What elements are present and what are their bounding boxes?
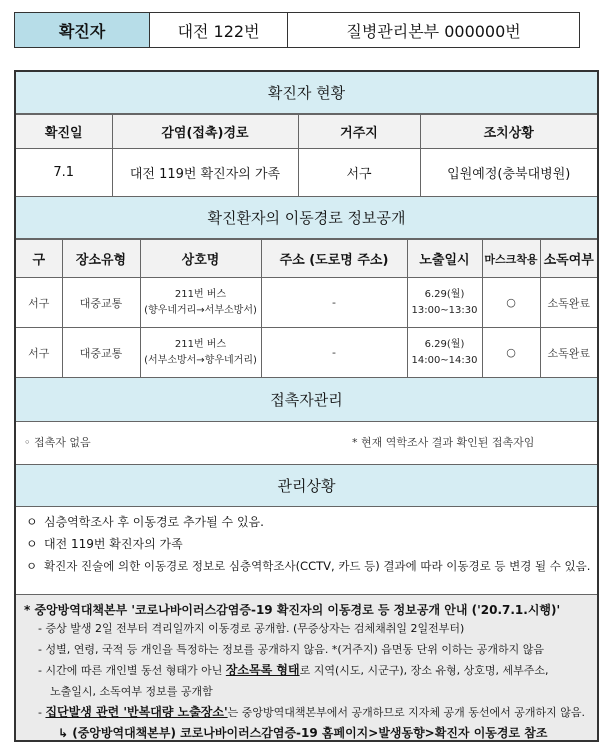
route-gu: 서구: [16, 328, 62, 378]
route-place-name: 211번 버스: [174, 338, 227, 350]
table-row: [16, 328, 597, 378]
notice-line: - 증상 발생 2일 전부터 격리일까지 이동경로 공개함. (무증상자는 검체채취일 2일전부터): [38, 622, 465, 635]
status-action: 입원예정(충북대병원): [420, 149, 597, 197]
route-table: [16, 239, 597, 378]
status-route: 대전 119번 확진자의 가족: [112, 149, 298, 197]
route-place: [140, 278, 261, 328]
route-disinfect: 소독완료: [540, 278, 597, 328]
route-address: -: [261, 278, 407, 328]
notice-line: - 성별, 연령, 국적 등 개인을 특정하는 정보를 공개하지 않음. *(거주지) 읍면동 단위 이하는 공개하지 않음: [38, 643, 545, 656]
contacts-none: ◦ 접촉자 없음: [24, 436, 91, 449]
route-address: -: [261, 328, 407, 378]
notice-emphasis: 장소목록 형태: [225, 663, 300, 677]
table-row: [16, 278, 597, 328]
route-col-type: 장소유형: [62, 240, 140, 278]
status-residence: 서구: [298, 149, 420, 197]
route-place-sub: (향우네거리→서부소방서): [144, 304, 257, 316]
header-label: 확진자: [15, 13, 150, 48]
route-type: 대중교통: [62, 278, 140, 328]
route-col-disinfect: 소독여부: [540, 240, 597, 278]
status-section-title: 확진자 현황: [16, 72, 597, 114]
case-header-table: [14, 12, 580, 48]
status-col-date: 확진일: [16, 115, 112, 149]
route-col-name: 상호명: [140, 240, 261, 278]
notice-emphasis: 집단발생 관련 '반복대량 노출장소': [45, 705, 228, 719]
list-item: ㅇ 대전 119번 확진자의 가족: [26, 537, 183, 551]
route-exposure: [407, 328, 482, 378]
route-gu: 서구: [16, 278, 62, 328]
report-box: [14, 70, 599, 742]
route-disinfect: 소독완료: [540, 328, 597, 378]
header-agency-number: 질병관리본부 000000번: [288, 13, 580, 48]
route-exposure-date: 6.29(월): [424, 288, 465, 300]
list-item: ㅇ 확진자 진술에 의한 이동경로 정보로 심층역학조사(CCTV, 카드 등) 결과에 따라 이동경로 등 변경 될 수 있음.: [26, 559, 591, 573]
status-col-residence: 거주지: [298, 115, 420, 149]
status-col-action: 조치상황: [420, 115, 597, 149]
contacts-body: [16, 422, 597, 465]
disclosure-notice: [16, 594, 597, 742]
route-col-gu: 구: [16, 240, 62, 278]
notice-line: 노출일시, 소독여부 정보를 공개함: [50, 685, 213, 698]
contacts-note: * 현재 역학조사 결과 확인된 접촉자임: [352, 436, 535, 449]
notice-reference: ↳ (중앙방역대책본부) 코로나바이러스감염증-19 홈페이지>발생동향>확진자 이동경로 참조: [58, 726, 548, 740]
header-case-number: 대전 122번: [150, 13, 288, 48]
route-exposure-time: 13:00~13:30: [411, 304, 478, 316]
route-mask: ○: [482, 278, 540, 328]
management-list: [16, 507, 597, 577]
route-exposure-date: 6.29(월): [424, 338, 465, 350]
route-col-mask: 마스크착용: [482, 240, 540, 278]
route-place-name: 211번 버스: [174, 288, 227, 300]
notice-line: - 시간에 따른 개인별 동선 형태가 아닌 장소목록 형태로 지역(시도, 시군구), 장소 유형, 상호명, 세부주소,: [38, 663, 549, 677]
status-row: [16, 149, 597, 197]
route-exposure-time: 14:00~14:30: [411, 354, 478, 366]
notice-line: - 집단발생 관련 '반복대량 노출장소'는 중앙방역대책본부에서 공개하므로 지자체 공개 동선에서 공개하지 않음.: [38, 705, 586, 719]
list-item: ㅇ 심층역학조사 후 이동경로 추가될 수 있음.: [26, 515, 264, 529]
route-col-address: 주소 (도로명 주소): [261, 240, 407, 278]
route-col-exposure: 노출일시: [407, 240, 482, 278]
status-col-route: 감염(접촉)경로: [112, 115, 298, 149]
route-place: [140, 328, 261, 378]
management-section-title: 관리상황: [16, 465, 597, 507]
contacts-section-title: 접촉자관리: [16, 378, 597, 422]
route-type: 대중교통: [62, 328, 140, 378]
route-exposure: [407, 278, 482, 328]
status-date: 7.1: [16, 149, 112, 197]
status-table: [16, 114, 597, 197]
route-section-title: 확진환자의 이동경로 정보공개: [16, 197, 597, 239]
notice-title: * 중앙방역대책본부 '코로나바이러스감염증-19 확진자의 이동경로 등 정보공개 안내 ('20.7.1.시행)': [24, 603, 561, 617]
route-mask: ○: [482, 328, 540, 378]
route-place-sub: (서부소방서→향우네거리): [144, 354, 257, 366]
